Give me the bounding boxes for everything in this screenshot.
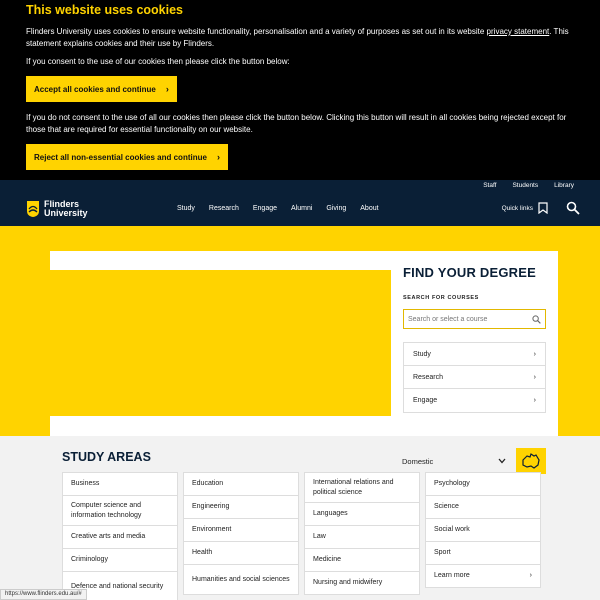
- nav-study[interactable]: Study: [177, 205, 195, 212]
- australia-map-icon: [521, 453, 541, 470]
- study-column: [62, 473, 178, 600]
- study-area-item[interactable]: Criminology: [62, 548, 178, 572]
- study-area-item[interactable]: Engineering: [183, 495, 299, 519]
- study-area-item[interactable]: Humanities and social sciences: [183, 564, 299, 595]
- chevron-right-icon: ›: [533, 397, 536, 404]
- study-area-item[interactable]: Sport: [425, 541, 541, 565]
- utility-link-students[interactable]: Students: [512, 182, 539, 189]
- student-type-select[interactable]: Domestic: [396, 452, 512, 470]
- study-area-item[interactable]: International relations and political science: [304, 472, 420, 503]
- nav-research[interactable]: Research: [208, 205, 239, 212]
- learn-more-link[interactable]: Learn more ›: [425, 564, 541, 588]
- study-area-item[interactable]: Health: [183, 541, 299, 565]
- search-icon[interactable]: [566, 201, 580, 215]
- study-area-item[interactable]: Science: [425, 495, 541, 519]
- study-area-item[interactable]: Education: [183, 472, 299, 496]
- nav-engage[interactable]: Engage: [252, 205, 278, 212]
- reject-cookies-button[interactable]: Reject all non-essential cookies and continue ›: [26, 144, 228, 170]
- utility-link-staff[interactable]: Staff: [483, 182, 497, 189]
- study-column: [183, 473, 299, 600]
- chevron-right-icon: ›: [165, 84, 169, 94]
- chevron-right-icon: ›: [216, 152, 220, 162]
- flinders-logo[interactable]: Flinders University: [26, 200, 88, 218]
- accept-cookies-button[interactable]: Accept all cookies and continue ›: [26, 76, 177, 102]
- study-area-item[interactable]: Computer science and information technology: [62, 495, 178, 526]
- nav-alumni[interactable]: Alumni: [291, 205, 313, 212]
- study-column: [425, 473, 541, 600]
- link-research[interactable]: Research ›: [404, 366, 545, 389]
- study-area-item[interactable]: Psychology: [425, 472, 541, 496]
- cookie-intro: Flinders University uses cookies to ensure website functionality, personalisation and a variety of purposes as set out in its website privacy statement. This statement explains cookies and their use by Flinders.: [26, 27, 569, 48]
- chevron-down-icon: [498, 458, 506, 464]
- study-areas-grid: [62, 473, 541, 600]
- cookie-title: This website uses cookies: [26, 3, 184, 17]
- cookie-reject-text: If you do not consent to the use of all our cookies then please click the button below. Clicking this button will result in all cookies being rejected except for those that are required for essential functionality on our website.: [26, 113, 567, 134]
- main-nav: [177, 205, 379, 212]
- chevron-right-icon: ›: [529, 572, 532, 579]
- status-bar-url: https://www.flinders.edu.au/#: [0, 589, 87, 600]
- study-areas-section: [50, 436, 558, 600]
- privacy-statement-link[interactable]: privacy statement: [486, 27, 550, 36]
- chevron-right-icon: ›: [533, 373, 536, 381]
- nav-giving[interactable]: Giving: [326, 205, 347, 212]
- study-area-item[interactable]: Environment: [183, 518, 299, 542]
- study-areas-title: STUDY AREAS: [62, 450, 151, 464]
- find-degree-title: FIND YOUR DEGREE: [403, 265, 536, 280]
- cookie-banner: [0, 0, 600, 180]
- course-search-input[interactable]: Search or select a course: [403, 309, 546, 329]
- hero-image: [50, 270, 391, 416]
- bookmark-icon: [538, 202, 548, 214]
- quick-links-button[interactable]: Quick links: [502, 202, 548, 214]
- chevron-right-icon: ›: [533, 350, 536, 358]
- nav-about[interactable]: About: [360, 205, 379, 212]
- cookie-consent-text: If you consent to the use of our cookies then please click the button below:: [26, 57, 290, 66]
- study-area-item[interactable]: Law: [304, 525, 420, 549]
- study-column: [304, 473, 420, 600]
- link-engage[interactable]: Engage ›: [413, 397, 536, 404]
- study-area-item[interactable]: Languages: [304, 502, 420, 526]
- study-area-item[interactable]: Business: [62, 472, 178, 496]
- search-icon[interactable]: [532, 315, 541, 324]
- utility-link-library[interactable]: Library: [554, 182, 574, 189]
- study-area-item[interactable]: Nursing and midwifery: [304, 571, 420, 595]
- flinders-logo-icon: [26, 200, 40, 218]
- quick-link-list: [403, 342, 546, 413]
- search-courses-label: SEARCH FOR COURSES: [403, 295, 479, 301]
- utility-nav: [483, 182, 574, 189]
- site-header: [0, 180, 600, 226]
- australia-map-button[interactable]: [516, 448, 546, 474]
- link-study[interactable]: Study ›: [404, 343, 545, 366]
- study-area-item[interactable]: Medicine: [304, 548, 420, 572]
- find-degree-panel: [403, 265, 546, 413]
- study-area-item[interactable]: Defence and national security: [62, 571, 178, 600]
- study-area-item[interactable]: Social work: [425, 518, 541, 542]
- study-area-item[interactable]: Creative arts and media: [62, 525, 178, 549]
